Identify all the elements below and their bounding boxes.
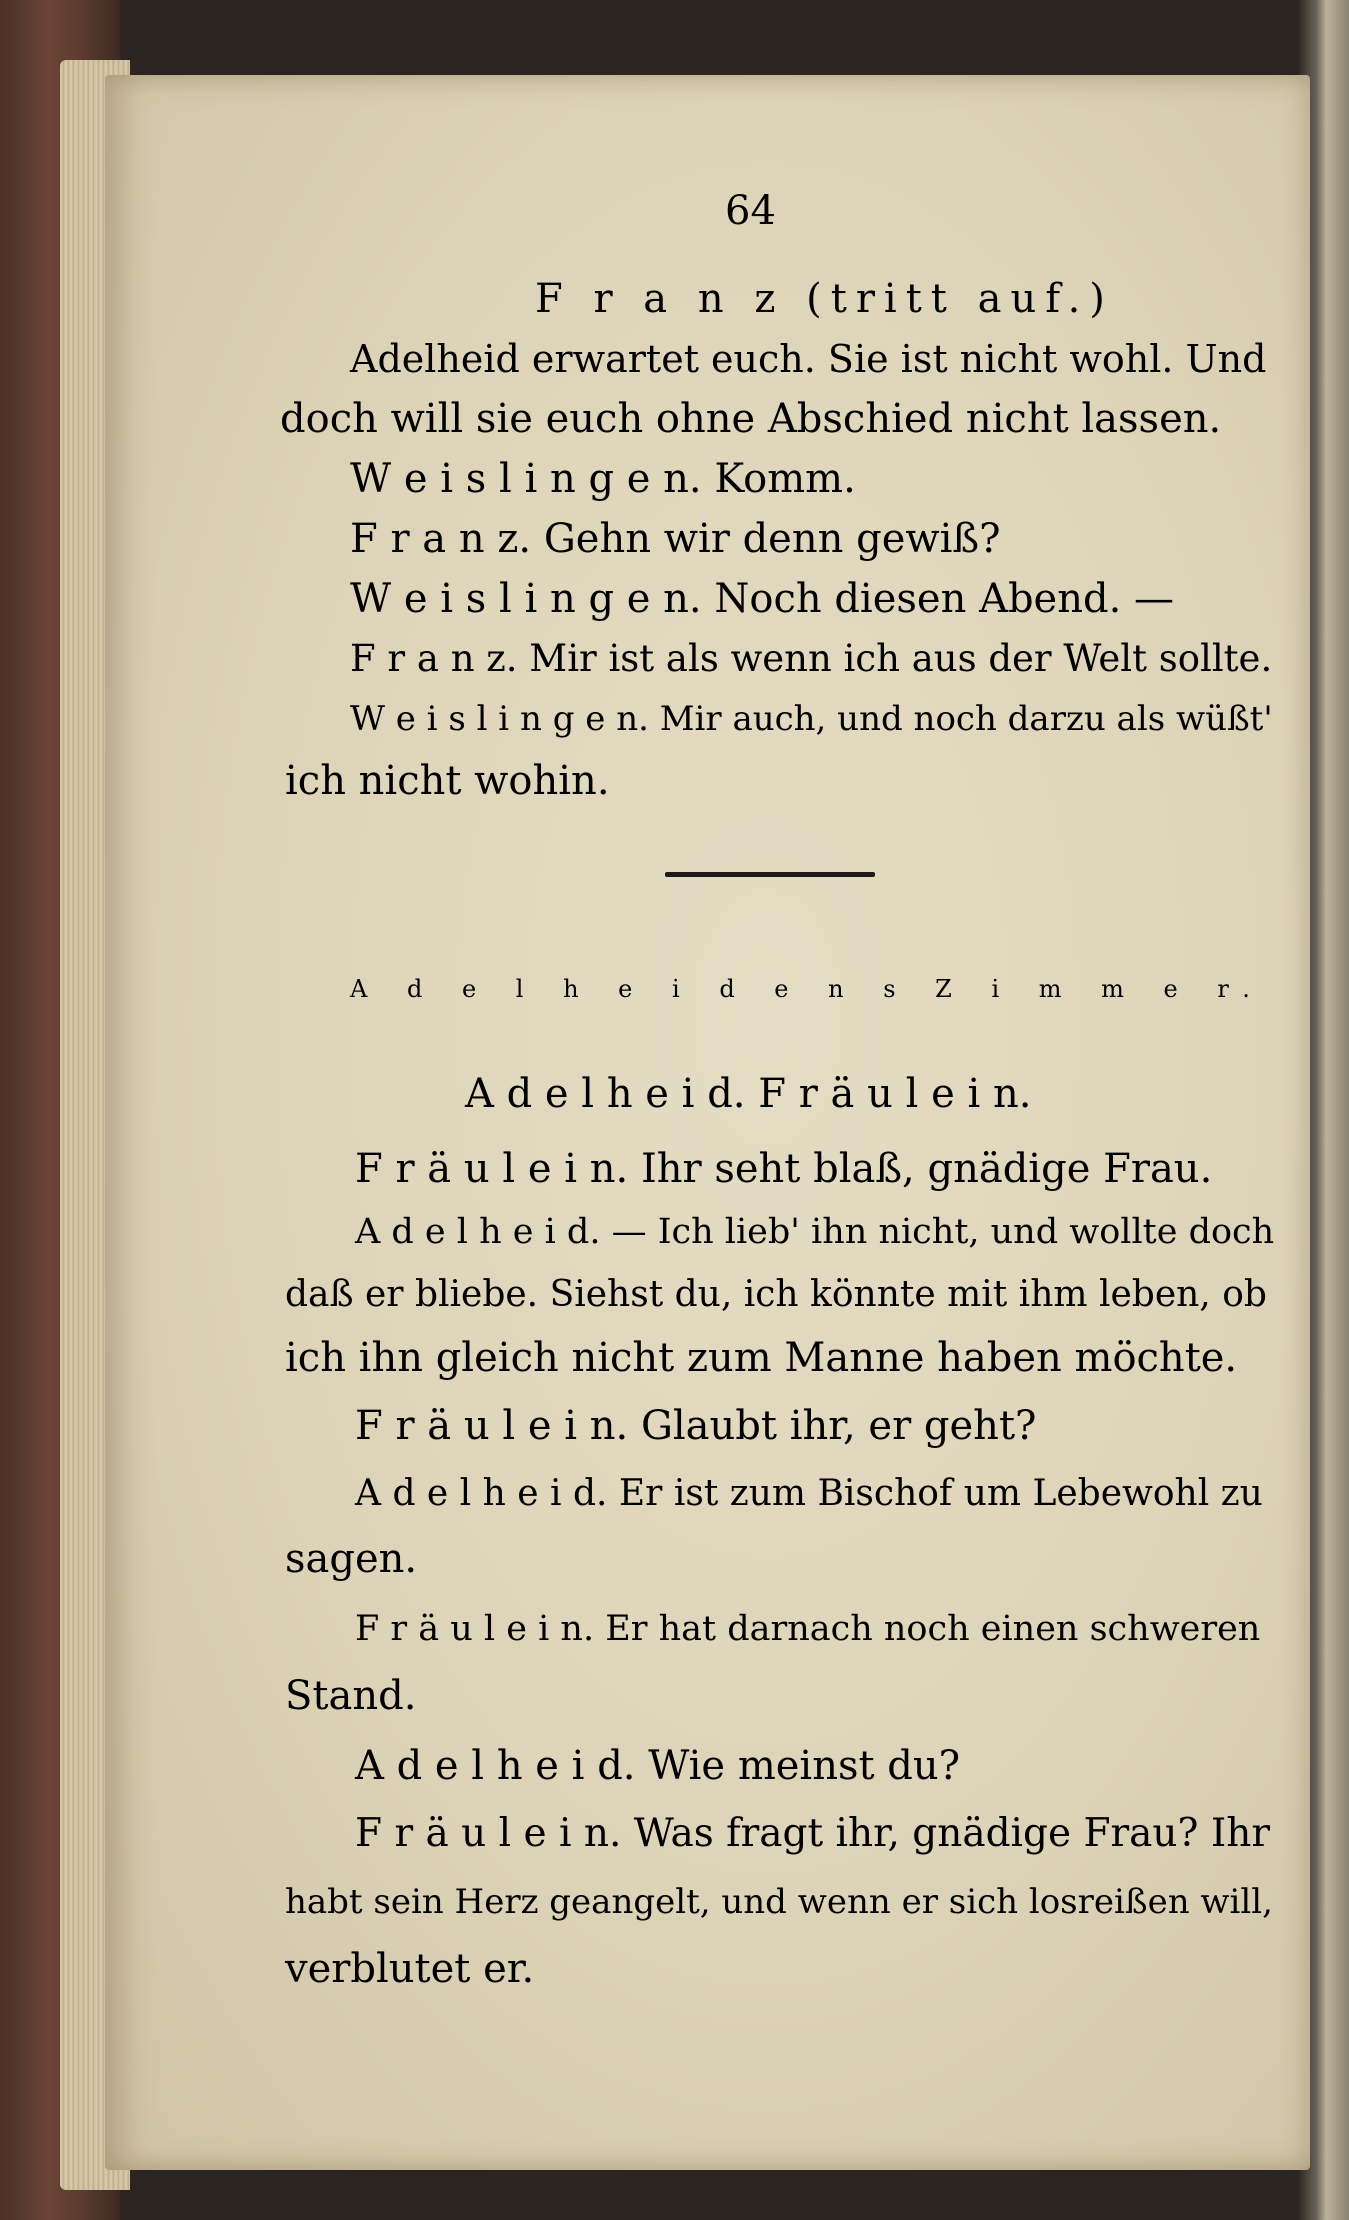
text-line: A d e l h e i d. Wie meinst du? bbox=[355, 1743, 961, 1789]
text-line: W e i s l i n g e n. Mir auch, und noch darzu als wüßt' bbox=[350, 699, 1273, 739]
section-divider bbox=[665, 872, 875, 877]
page-number: 64 bbox=[725, 188, 776, 234]
book-page bbox=[105, 75, 1310, 2170]
scene-characters: A d e l h e i d. F r ä u l e i n. bbox=[465, 1071, 1032, 1117]
text-line: Adelheid erwartet euch. Sie ist nicht wohl. Und bbox=[350, 337, 1267, 381]
text-line: F r ä u l e i n. Was fragt ihr, gnädige Frau? Ihr bbox=[355, 1811, 1271, 1856]
text-line: verblutet er. bbox=[285, 1946, 535, 1992]
scene-heading: A d e l h e i d e n s Z i m m e r. bbox=[350, 975, 1266, 1003]
text-line: F r ä u l e i n. Glaubt ihr, er geht? bbox=[355, 1403, 1037, 1449]
text-line: F r a n z. Mir ist als wenn ich aus der Welt sollte. bbox=[350, 637, 1273, 680]
text-line: A d e l h e i d. Er ist zum Bischof um Lebewohl zu bbox=[355, 1473, 1263, 1514]
text-line: Stand. bbox=[285, 1673, 417, 1719]
text-line: ich nicht wohin. bbox=[285, 758, 610, 804]
text-line: sagen. bbox=[285, 1536, 418, 1582]
text-line: A d e l h e i d. — Ich lieb' ihn nicht, und wollte doch bbox=[355, 1212, 1275, 1252]
text-line: habt sein Herz geangelt, und wenn er sich losreißen will, bbox=[285, 1882, 1273, 1922]
text-line: ich ihn gleich nicht zum Manne haben möchte. bbox=[285, 1335, 1238, 1381]
text-line: F r a n z (tritt auf.) bbox=[535, 276, 1114, 322]
text-line: doch will sie euch ohne Abschied nicht lassen. bbox=[280, 396, 1222, 442]
text-line: W e i s l i n g e n. Komm. bbox=[350, 456, 856, 502]
text-line: F r a n z. Gehn wir denn gewiß? bbox=[350, 516, 1001, 562]
text-line: W e i s l i n g e n. Noch diesen Abend. — bbox=[350, 576, 1175, 622]
text-line: F r ä u l e i n. Er hat darnach noch einen schweren bbox=[355, 1609, 1261, 1649]
text-line: F r ä u l e i n. Ihr seht blaß, gnädige Frau. bbox=[355, 1146, 1213, 1192]
text-line: daß er bliebe. Siehst du, ich könnte mit ihm leben, ob bbox=[285, 1274, 1267, 1315]
